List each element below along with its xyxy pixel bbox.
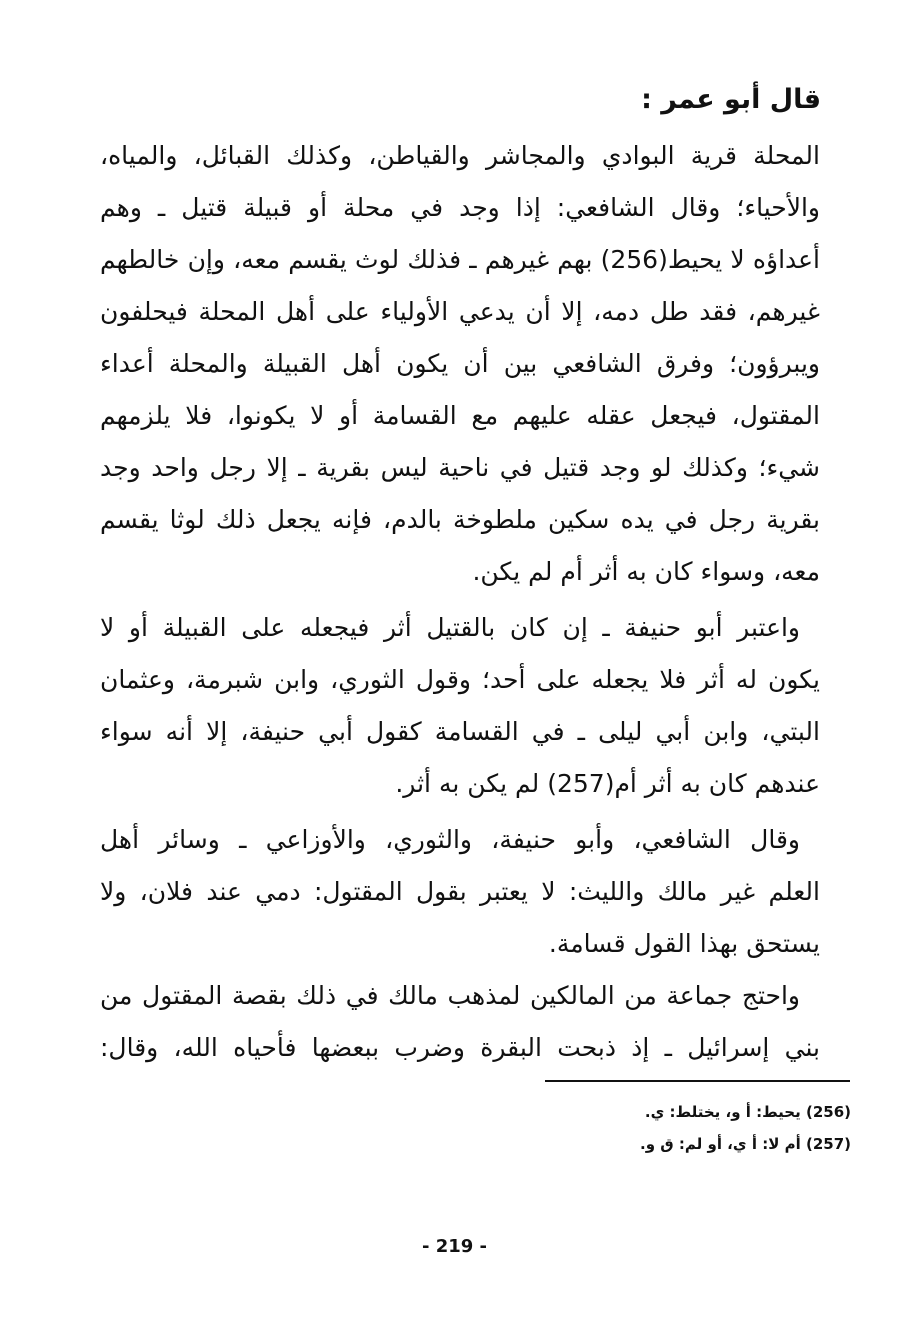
text-line: يكون له أثر فلا يجعله على أحد؛ وقول الثوري، وابن شبرمة، وعثمان: [100, 665, 820, 694]
section-heading: قال أبو عمر :: [641, 84, 821, 115]
text-line: البتي، وابن أبي ليلى ـ في القسامة كقول أبي حنيفة، إلا أنه سواء: [100, 717, 820, 746]
text-line: بني إسرائيل ـ إذ ذبحت البقرة وضرب ببعضها فأحياه الله، وقال:: [100, 1033, 820, 1062]
text-line: غيرهم، فقد طل دمه، إلا أن يدعي الأولياء على أهل المحلة فيحلفون: [100, 297, 820, 326]
text-line: عندهم كان به أثر أم(257) لم يكن به أثر.: [395, 769, 820, 798]
text-line: والأحياء؛ وقال الشافعي: إذا وجد في محلة أو قبيلة قتيل ـ وهم: [100, 193, 820, 222]
text-line: واعتبر أبو حنيفة ـ إن كان بالقتيل أثر فيجعله على القبيلة أو لا: [100, 613, 800, 642]
text-line: يستحق بهذا القول قسامة.: [548, 929, 820, 958]
text-line: أعداؤه لا يحيط(256) بهم غيرهم ـ فذلك لوث يقسم معه، وإن خالطهم: [100, 245, 820, 274]
text-line: شيء؛ وكذلك لو وجد قتيل في ناحية ليس بقرية ـ إلا رجل واحد وجد: [100, 453, 820, 482]
footnote-separator: [545, 1080, 850, 1082]
text-line: واحتج جماعة من المالكين لمذهب مالك في ذلك بقصة المقتول من: [100, 981, 800, 1010]
footnote-256: (256) يحيط: أ و، يختلط: ي.: [644, 1103, 851, 1121]
text-line: بقرية رجل في يده سكين ملطوخة بالدم، فإنه يجعل ذلك لوثا يقسم: [100, 505, 820, 534]
text-line: ويبرؤون؛ وفرق الشافعي بين أن يكون أهل القبيلة والمحلة أعداء: [100, 349, 820, 378]
text-line: المحلة قرية البوادي والمجاشر والقياطن، وكذلك القبائل، والمياه،: [100, 141, 820, 170]
text-line: وقال الشافعي، وأبو حنيفة، والثوري، والأوزاعي ـ وسائر أهل: [100, 825, 800, 854]
text-line: معه، وسواء كان به أثر أم لم يكن.: [472, 557, 820, 586]
text-line: العلم غير مالك والليث: لا يعتبر بقول المقتول: دمي عند فلان، ولا: [100, 877, 820, 906]
page-number: - 219 -: [421, 1236, 488, 1257]
text-line: المقتول، فيجعل عقله عليهم مع القسامة أو لا يكونوا، فلا يلزمهم: [100, 401, 820, 430]
footnote-257: (257) أم لا: أ ي، أو لم: ق و.: [640, 1135, 851, 1153]
